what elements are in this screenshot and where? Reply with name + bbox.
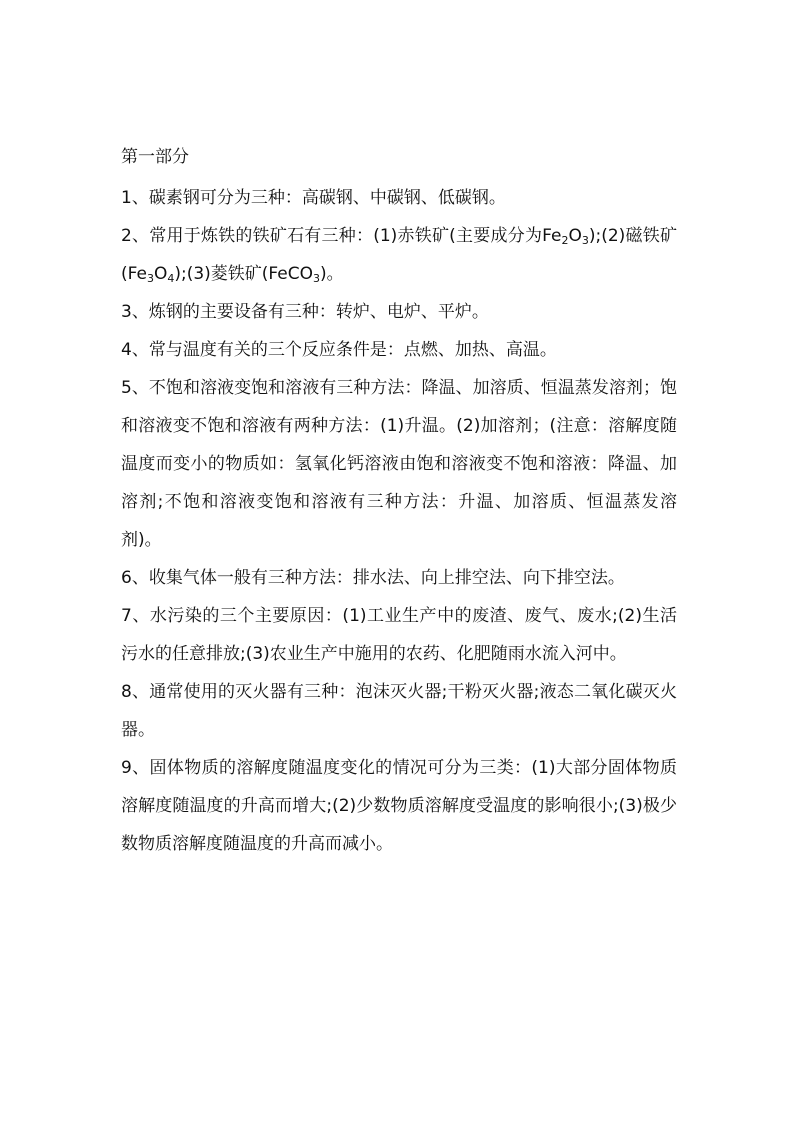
item-2-text-b: O: [568, 226, 582, 246]
list-item-2: [121, 217, 677, 293]
subscript: 4: [167, 272, 175, 285]
list-item-5: [121, 369, 677, 559]
list-item-3: [121, 293, 677, 331]
list-item-1: [121, 179, 677, 217]
item-2-text-e: );(3)菱铁矿(FeCO: [174, 264, 313, 284]
section-heading: 第一部分: [121, 147, 189, 167]
item-2-text-a: 2、常用于炼铁的铁矿石有三种：(1)赤铁矿(主要成分为Fe: [121, 226, 562, 246]
item-4-text: 4、常与温度有关的三个反应条件是：点燃、加热、高温。: [121, 340, 557, 360]
list-item-9: [121, 749, 677, 863]
item-2-text-d: O: [153, 264, 168, 284]
item-2-text-f: )。: [319, 264, 344, 284]
subscript: 3: [581, 234, 589, 247]
item-7-text: 7、水污染的三个主要原因：(1)工业生产中的废渣、废气、废水;(2)生活污水的任意排放;(3)农业生产中施用的农药、化肥随雨水流入河中。: [121, 606, 677, 664]
item-2-text-c: );(2)磁铁矿(Fe: [121, 226, 677, 284]
subscript: 3: [312, 272, 320, 285]
document-content: [121, 138, 677, 863]
list-item-6: [121, 559, 677, 597]
item-1-text: 1、碳素钢可分为三种：高碳钢、中碳钢、低碳钢。: [121, 188, 506, 208]
list-item-7: [121, 597, 677, 673]
item-6-text: 6、收集气体一般有三种方法：排水法、向上排空法、向下排空法。: [121, 568, 625, 588]
item-5-text: 5、不饱和溶液变饱和溶液有三种方法：降温、加溶质、恒温蒸发溶剂；饱和溶液变不饱和溶液有两种方法：(1)升温。(2)加溶剂；(注意：溶解度随温度而变小的物质如：氢氧化钙溶液由饱和溶液变不饱和溶液：降温、加溶剂;不饱和溶液变饱和溶液有三种方法：升温、加溶质、恒温蒸发溶剂)。: [121, 378, 677, 550]
subscript: 2: [561, 234, 569, 247]
list-item-8: [121, 673, 677, 749]
list-item-4: [121, 331, 677, 369]
item-9-text: 9、固体物质的溶解度随温度变化的情况可分为三类：(1)大部分固体物质溶解度随温度的升高而增大;(2)少数物质溶解度受温度的影响很小;(3)极少数物质溶解度随温度的升高而减小。: [121, 758, 677, 854]
item-8-text: 8、通常使用的灭火器有三种：泡沫灭火器;干粉灭火器;液态二氧化碳灭火器。: [121, 682, 677, 740]
item-3-text: 3、炼钢的主要设备有三种：转炉、电炉、平炉。: [121, 302, 489, 322]
subscript: 3: [146, 272, 154, 285]
